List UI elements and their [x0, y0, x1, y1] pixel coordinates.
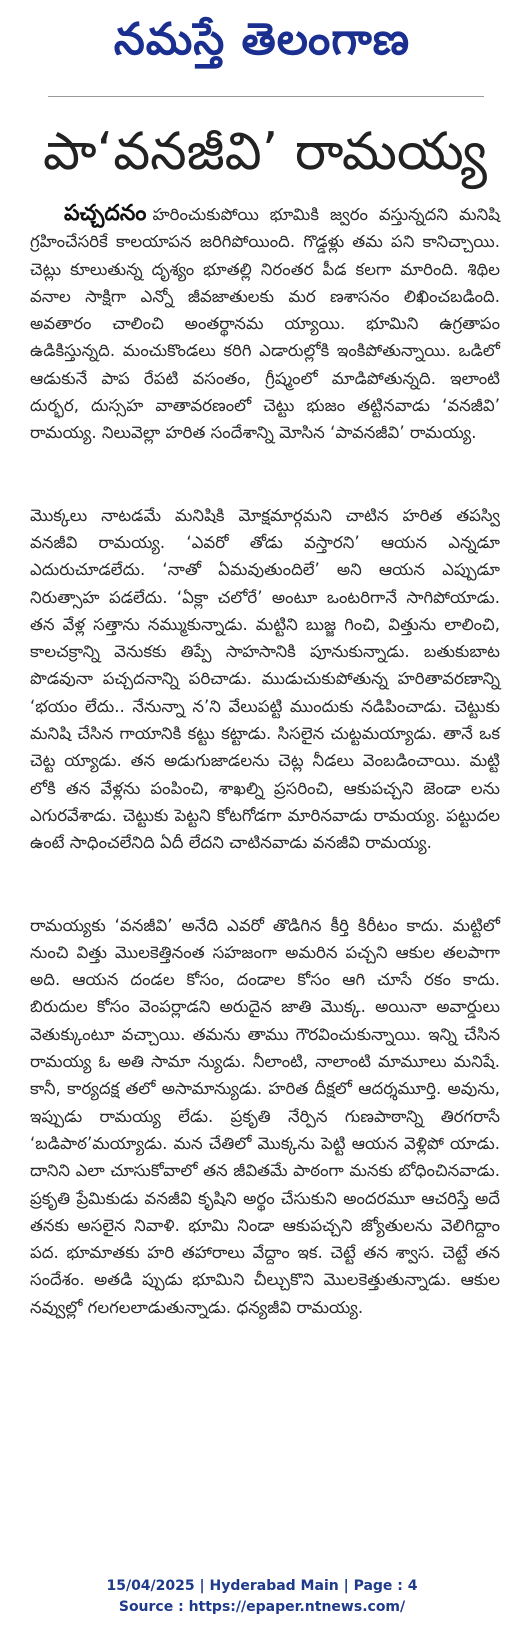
dateline: పచ్చదనం — [64, 201, 147, 226]
newspaper-logo: నమస్తే తెలంగాణ — [113, 14, 411, 65]
article-body — [30, 200, 500, 1321]
masthead — [0, 0, 524, 96]
paragraph-text: హరించుకుపోయి భూమికి జ్వరం వస్తున్నదని మనిషి గ్రహించేసరికే కాలయాపన జరిగిపోయింది. గొడ్డళ్లు తమ పని కానిచ్చాయి. చెట్లు కూలుతున్న దృశ్యం భూతల్లి నిరంతర పీడ కలగా మారింది. శిథిల వనాల సాక్షిగా ఎన్నో జీవజాతులకు మర ణశాసనం లిఖించబడింది. అవతారం చాలించి అంతర్థానమ య్యాయి. భూమిని ఉగ్రతాపం ఉడికిస్తున్నది. మంచుకొండలు కరిగి ఎడారుల్లోకి ఇంకిపోతున్నాయి. ఒడిలో ఆడుకునే పాప రేపటి వసంతం, గ్రీష్మంలో మాడిపోతున్నది. ఇలాంటి దుర్భర, దుస్సహ వాతావరణంలో చెట్టు భుజం తట్టినవాడు ‘వనజీవి’ రామయ్య. నిలువెల్లా హరిత సందేశాన్ని మోసిన ‘పావనజీవి’ రామయ్య. — [30, 205, 500, 443]
divider — [48, 96, 484, 97]
article-paragraph-3 — [30, 912, 500, 1321]
article-headline: పా‘వనజీవి’ రామయ్య — [43, 122, 487, 182]
paragraph-text: మొక్కలు నాటడమే మనిషికి మోక్షమార్గమని చాటిన హరిత తపస్వి వనజీవి రామయ్య. ‘ఎవరో తోడు వస్తారని’ ఆయన ఎన్నడూ ఎదురుచూడలేదు. ‘నాతో ఏమవుతుందిలే’ అని ఆయన ఎప్పుడూ నిరుత్సాహ పడలేదు. ‘ఏక్లా చలోరే’ అంటూ ఒంటరిగానే సాగిపోయాడు. తన వేళ్ల సత్తాను నమ్ముకున్నాడు. మట్టిని బుజ్జ గించి, విత్తును లాలించి, కాలచక్రాన్ని వెనుకకు తిప్పే సాహసానికి పూనుకున్నాడు. బతుకుబాట పొడవునా పచ్చదనాన్ని పరిచాడు. ముడుచుకుపోతున్న హరితావరణాన్ని ‘భయం లేదు.. నేనున్నా న’ని వేలుపట్టి ముందుకు నడిపించాడు. చెట్టుకు మనిషి చేసిన గాయానికి కట్టు కట్టాడు. సిసలైన చుట్టమయ్యాడు. తానే ఒక చెట్ట య్యాడు. తన అడుగుజాడలను చెట్ల నీడలు వెంబడించాయి. మట్టి లోకి తన వేళ్లను పంపించి, శాఖల్ని ప్రసరించి, ఆకుపచ్చని జెండా లను ఎగురవేశాడు. చెట్టుకు పెట్టని కోటగోడగా మారినవాడు రామయ్య. పట్టుదల ఉంటే సాధించలేనిది ఏదీ లేదని చాటినవాడు వనజీవి రామయ్య. — [30, 505, 500, 853]
article-paragraph-1 — [30, 200, 500, 447]
article-paragraph-2 — [30, 502, 500, 857]
footer-source-link[interactable]: Source : https://epaper.ntnews.com/ — [118, 1599, 406, 1615]
paragraph-text: రామయ్యకు ‘వనజీవి’ అనేది ఎవరో తొడిగిన కీర్తి కిరీటం కాదు. మట్టిలో నుంచి విత్తు మొలకెత్తినంత సహజంగా అమరిన పచ్చని ఆకుల తలపాగా అది. ఆయన దండల కోసం, దండాల కోసం ఆగి చూసే రకం కాదు. బిరుదుల కోసం వెంపర్లాడని అరుదైన జాతి మొక్క. అయినా అవార్డులు వెతుక్కుంటూ వచ్చాయి. తమను తాము గౌరవించుకున్నాయి. ఇన్ని చేసిన రామయ్య ఓ అతి సామా న్యుడు. నీలాంటి, నాలాంటి మామూలు మనిషే. కానీ, కార్యదక్ష తలో అసామాన్యుడు. హరిత దీక్షలో ఆదర్శమూర్తి. అవును, ఇప్పుడు రామయ్య లేడు. ప్రకృతి నేర్పిన గుణపాఠాన్ని తిరగరాసే ‘బడిపాఠ’మయ్యాడు. మన చేతిలో మొక్కను పెట్టి ఆయన వెళ్లిపో యాడు. దానిని ఎలా చూసుకోవాలో తన జీవితమే పాఠంగా మనకు బోధించినవాడు. ప్రకృతి ప్రేమికుడు వనజీవి కృషిని అర్థం చేసుకుని అందరమూ ఆచరిస్తే అదే తనకు అసలైన నివాళి. భూమి నిండా ఆకుపచ్చని జ్యోతులను వెలిగిద్దాం పద. భూమాతకు హరి తహారాలు వేద్దాం ఇక. చెట్టే తన శ్వాస. చెట్టే తన సందేశం. అతడి ప్పుడు భూమిని చీల్చుకొని మొలకెత్తుతున్నాడు. ఆకుల నవ్వుల్లో గలగలలాడుతున్నాడు. ధన్యజీవి రామయ్య. — [30, 915, 500, 1317]
footer-edition-info: 15/04/2025 | Hyderabad Main | Page : 4 — [106, 1578, 418, 1594]
